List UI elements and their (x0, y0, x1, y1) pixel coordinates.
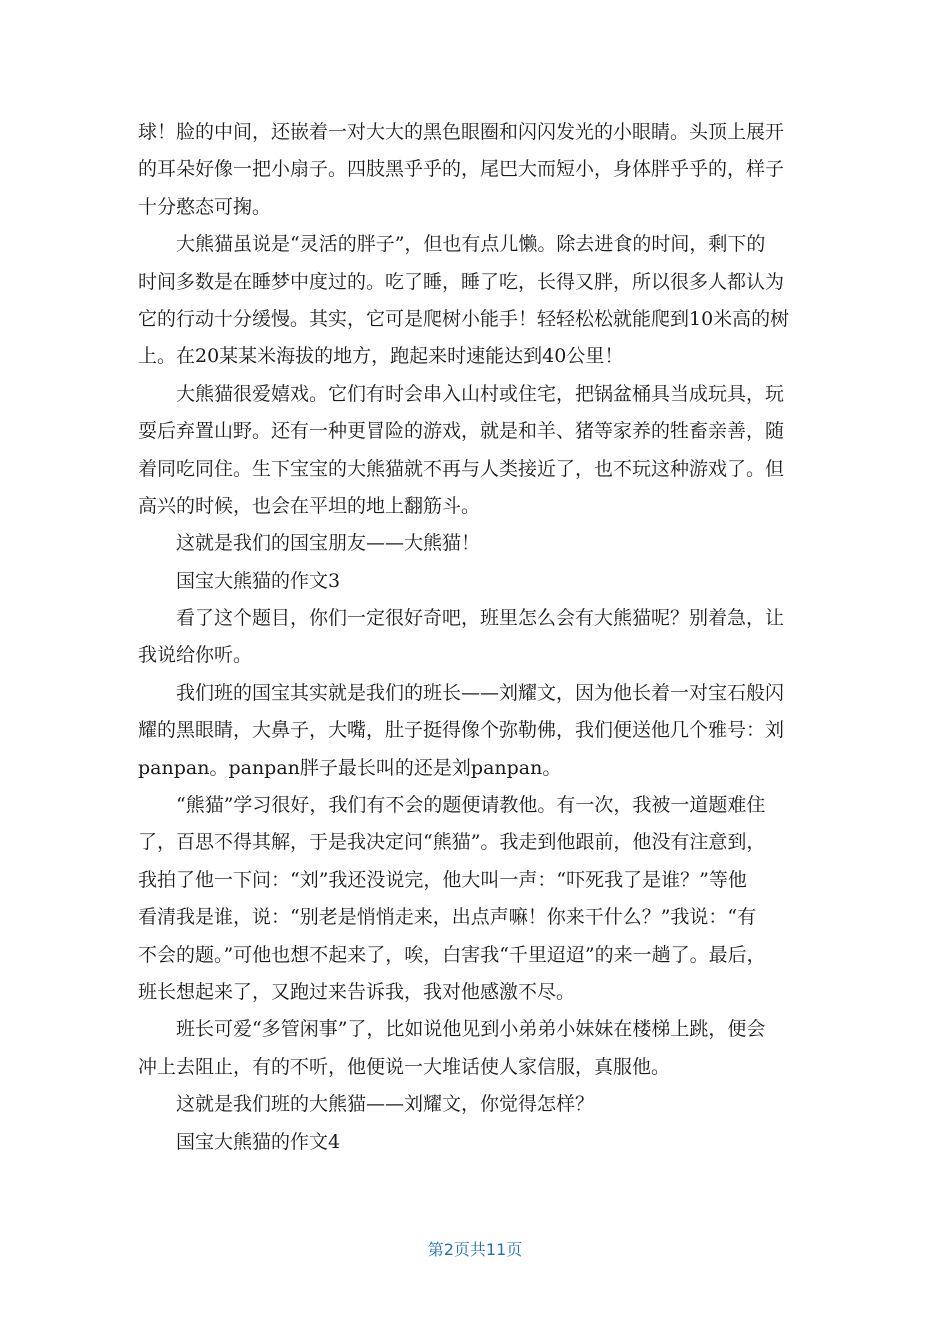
text-line: 球！脸的中间，还嵌着一对大大的黑色眼圈和闪闪发光的小眼睛。头顶上展开 (138, 121, 785, 143)
text-line: “熊猫”学习很好，我们有不会的题便请教他。有一次，我被一道题难住 (176, 794, 766, 817)
document-body (138, 114, 814, 1161)
text-line: 它的行动十分缓慢。其实，它可是爬树小能手！轻轻松松就能爬到10米高的树 (138, 307, 790, 330)
text-line: 看清我是谁，说：“别老是悄悄走来，出点声嘛！你来干什么？”我说：“有 (138, 906, 757, 929)
text-line: 国宝大熊猫的作文4 (176, 1130, 341, 1153)
text-line: 冲上去阻止，有的不听，他便说一大堆话使人家信服，真服他。 (138, 1055, 671, 1078)
text-line: 十分憨态可掬。 (138, 195, 272, 218)
text-line: 这就是我们的国宝朋友——大熊猫！ (176, 532, 481, 555)
text-line: 我拍了他一下问：“刘”我还没说完，他大叫一声：“吓死我了是谁？”等他 (138, 868, 747, 891)
text-line: 耀的黑眼睛，大鼻子，大嘴，肚子挺得像个弥勒佛，我们便送他几个雅号：刘 (138, 719, 785, 742)
text-line: 班长可爱“多管闲事”了，比如说他见到小弟弟小妹妹在楼梯上跳，便会 (176, 1018, 766, 1041)
text-line: 着同吃同住。生下宝宝的大熊猫就不再与人类接近了，也不玩这种游戏了。但 (138, 457, 785, 480)
text-line: 耍后弃置山野。还有一种更冒险的游戏，就是和羊、猪等家养的牲畜亲善，随 (138, 420, 785, 443)
text-line: 这就是我们班的大熊猫——刘耀文，你觉得怎样？ (176, 1093, 595, 1116)
text-line: 上。在20某某米海拔的地方，跑起来时速能达到40公里！ (138, 345, 624, 368)
text-line: 高兴的时候，也会在平坦的地上翻筋斗。 (138, 494, 481, 517)
text-line: 我们班的国宝其实就是我们的班长——刘耀文，因为他长着一对宝石般闪 (176, 681, 785, 704)
text-line: panpan。panpan胖子最长叫的还是刘panpan。 (138, 756, 562, 779)
text-line: 的耳朵好像一把小扇子。四肢黑乎乎的，尾巴大而短小，身体胖乎乎的，样子 (138, 158, 785, 181)
text-line: 大熊猫虽说是“灵活的胖子”，但也有点儿懒。除去进食的时间，剩下的 (176, 233, 766, 256)
text-line: 班长想起来了，又跑过来告诉我，我对他感激不尽。 (138, 980, 576, 1003)
text-line: 大熊猫很爱嬉戏。它们有时会串入山村或住宅，把锅盆桶具当成玩具，玩 (176, 382, 785, 405)
text-line: 了，百思不得其解，于是我决定问“熊猫”。我走到他跟前，他没有注意到， (138, 831, 766, 854)
text-line: 不会的题。”可他也想不起来了，唉，白害我“千里迢迢”的来一趟了。最后， (138, 943, 766, 966)
page-number-footer: 第2页共11页 (427, 1240, 523, 1259)
text-line: 时间多数是在睡梦中度过的。吃了睡，睡了吃，长得又胖，所以很多人都认为 (138, 270, 785, 293)
text-line: 我说给你听。 (138, 644, 253, 667)
text-line: 看了这个题目，你们一定很好奇吧，班里怎么会有大熊猫呢？别着急，让 (176, 607, 785, 630)
text-line: 国宝大熊猫的作文3 (176, 569, 341, 592)
